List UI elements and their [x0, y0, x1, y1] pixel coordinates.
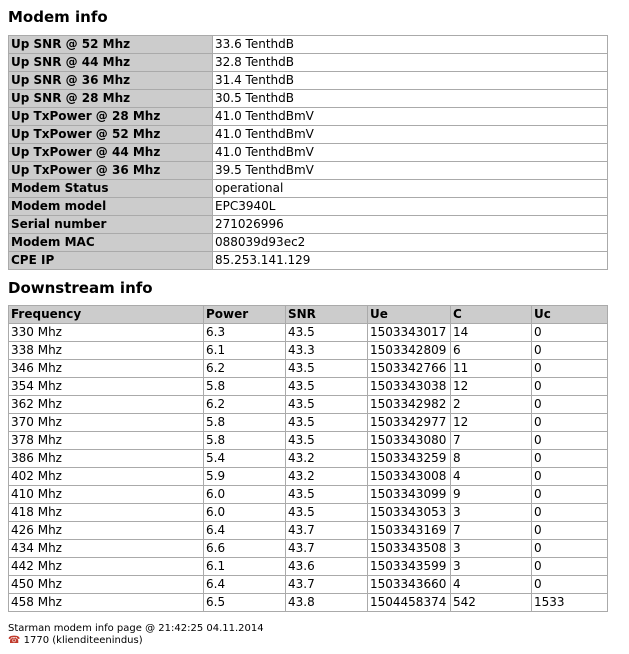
- modem-info-key: CPE IP: [9, 252, 213, 270]
- modem-info-key: Up TxPower @ 28 Mhz: [9, 108, 213, 126]
- modem-info-key: Up SNR @ 52 Mhz: [9, 36, 213, 54]
- modem-info-value: 39.5 TenthdBmV: [213, 162, 608, 180]
- table-cell: 370 Mhz: [9, 414, 204, 432]
- table-cell: 8: [451, 450, 532, 468]
- table-cell: 1503342982: [368, 396, 451, 414]
- modem-info-row: [9, 216, 608, 234]
- table-row: [9, 576, 608, 594]
- modem-info-row: [9, 72, 608, 90]
- table-cell: 43.5: [286, 324, 368, 342]
- table-cell: 9: [451, 486, 532, 504]
- table-row: [9, 360, 608, 378]
- table-cell: 43.7: [286, 576, 368, 594]
- modem-info-value: 85.253.141.129: [213, 252, 608, 270]
- table-cell: 11: [451, 360, 532, 378]
- table-cell: 0: [532, 522, 608, 540]
- table-row: [9, 396, 608, 414]
- downstream-info-table: [8, 305, 608, 612]
- table-row: [9, 324, 608, 342]
- column-header: C: [451, 306, 532, 324]
- table-cell: 5.4: [204, 450, 286, 468]
- table-cell: 43.5: [286, 486, 368, 504]
- table-cell: 5.8: [204, 378, 286, 396]
- table-cell: 434 Mhz: [9, 540, 204, 558]
- table-cell: 442 Mhz: [9, 558, 204, 576]
- table-cell: 0: [532, 468, 608, 486]
- column-header: Power: [204, 306, 286, 324]
- table-cell: 43.3: [286, 342, 368, 360]
- modem-info-heading: Modem info: [8, 8, 108, 26]
- modem-info-key: Up TxPower @ 52 Mhz: [9, 126, 213, 144]
- modem-info-row: [9, 234, 608, 252]
- table-row: [9, 594, 608, 612]
- modem-info-row: [9, 126, 608, 144]
- table-cell: 0: [532, 324, 608, 342]
- modem-info-key: Up SNR @ 28 Mhz: [9, 90, 213, 108]
- table-cell: 458 Mhz: [9, 594, 204, 612]
- modem-info-key: Up TxPower @ 36 Mhz: [9, 162, 213, 180]
- table-row: [9, 558, 608, 576]
- table-row: [9, 522, 608, 540]
- table-cell: 386 Mhz: [9, 450, 204, 468]
- table-cell: 1503343660: [368, 576, 451, 594]
- modem-info-row: [9, 180, 608, 198]
- table-cell: 43.5: [286, 378, 368, 396]
- modem-info-value: 32.8 TenthdB: [213, 54, 608, 72]
- table-cell: 0: [532, 432, 608, 450]
- modem-info-value: 41.0 TenthdBmV: [213, 108, 608, 126]
- modem-info-key: Up SNR @ 44 Mhz: [9, 54, 213, 72]
- table-cell: 43.5: [286, 360, 368, 378]
- table-cell: 1503343169: [368, 522, 451, 540]
- table-cell: 0: [532, 396, 608, 414]
- modem-info-key: Modem Status: [9, 180, 213, 198]
- modem-info-row: [9, 108, 608, 126]
- table-cell: 1503342809: [368, 342, 451, 360]
- modem-info-key: Up TxPower @ 44 Mhz: [9, 144, 213, 162]
- table-cell: 6: [451, 342, 532, 360]
- modem-info-value: operational: [213, 180, 608, 198]
- table-cell: 4: [451, 468, 532, 486]
- table-cell: 6.5: [204, 594, 286, 612]
- table-cell: 418 Mhz: [9, 504, 204, 522]
- table-cell: 43.2: [286, 468, 368, 486]
- table-cell: 43.5: [286, 414, 368, 432]
- modem-info-row: [9, 144, 608, 162]
- column-header: Ue: [368, 306, 451, 324]
- table-cell: 6.4: [204, 576, 286, 594]
- table-cell: 6.1: [204, 342, 286, 360]
- table-row: [9, 414, 608, 432]
- table-cell: 362 Mhz: [9, 396, 204, 414]
- table-cell: 0: [532, 486, 608, 504]
- table-cell: 43.8: [286, 594, 368, 612]
- table-cell: 43.5: [286, 432, 368, 450]
- table-cell: 6.0: [204, 486, 286, 504]
- column-header: Uc: [532, 306, 608, 324]
- table-cell: 43.5: [286, 504, 368, 522]
- table-cell: 0: [532, 540, 608, 558]
- table-cell: 43.7: [286, 522, 368, 540]
- table-cell: 0: [532, 414, 608, 432]
- modem-info-value: 33.6 TenthdB: [213, 36, 608, 54]
- table-cell: 378 Mhz: [9, 432, 204, 450]
- modem-info-key: Up SNR @ 36 Mhz: [9, 72, 213, 90]
- modem-info-key: Modem MAC: [9, 234, 213, 252]
- table-cell: 346 Mhz: [9, 360, 204, 378]
- modem-info-row: [9, 252, 608, 270]
- column-header: SNR: [286, 306, 368, 324]
- table-cell: 1503343599: [368, 558, 451, 576]
- table-cell: 1503343080: [368, 432, 451, 450]
- modem-info-value: 30.5 TenthdB: [213, 90, 608, 108]
- modem-info-key: Serial number: [9, 216, 213, 234]
- modem-info-row: [9, 54, 608, 72]
- modem-info-value: 088039d93ec2: [213, 234, 608, 252]
- table-row: [9, 486, 608, 504]
- table-cell: 1503343017: [368, 324, 451, 342]
- table-row: [9, 504, 608, 522]
- table-cell: 43.2: [286, 450, 368, 468]
- table-row: [9, 432, 608, 450]
- modem-info-row: [9, 90, 608, 108]
- table-cell: 0: [532, 342, 608, 360]
- table-cell: 1503343508: [368, 540, 451, 558]
- table-cell: 1503343053: [368, 504, 451, 522]
- table-cell: 410 Mhz: [9, 486, 204, 504]
- modem-info-key: Modem model: [9, 198, 213, 216]
- table-row: [9, 540, 608, 558]
- table-cell: 6.1: [204, 558, 286, 576]
- table-cell: 0: [532, 576, 608, 594]
- table-cell: 5.9: [204, 468, 286, 486]
- modem-info-value: 41.0 TenthdBmV: [213, 144, 608, 162]
- table-cell: 0: [532, 360, 608, 378]
- table-row: [9, 342, 608, 360]
- modem-info-value: EPC3940L: [213, 198, 608, 216]
- table-cell: 6.2: [204, 360, 286, 378]
- table-cell: 12: [451, 378, 532, 396]
- table-cell: 7: [451, 432, 532, 450]
- table-cell: 1504458374: [368, 594, 451, 612]
- table-row: [9, 468, 608, 486]
- footer-timestamp: Starman modem info page @ 21:42:25 04.11.2014: [8, 623, 264, 634]
- table-cell: 3: [451, 540, 532, 558]
- downstream-info-heading: Downstream info: [8, 279, 153, 297]
- modem-info-value: 271026996: [213, 216, 608, 234]
- modem-info-table: [8, 35, 608, 270]
- table-cell: 6.2: [204, 396, 286, 414]
- table-cell: 0: [532, 378, 608, 396]
- table-cell: 1503343038: [368, 378, 451, 396]
- table-cell: 1503343259: [368, 450, 451, 468]
- table-cell: 338 Mhz: [9, 342, 204, 360]
- table-cell: 12: [451, 414, 532, 432]
- footer-phone-text: 1770 (klienditeenindus): [23, 635, 143, 646]
- table-cell: 1503343099: [368, 486, 451, 504]
- modem-info-row: [9, 198, 608, 216]
- table-cell: 1533: [532, 594, 608, 612]
- table-cell: 3: [451, 558, 532, 576]
- table-cell: 1503342977: [368, 414, 451, 432]
- footer-contact: [8, 635, 143, 647]
- table-cell: 14: [451, 324, 532, 342]
- table-cell: 402 Mhz: [9, 468, 204, 486]
- table-cell: 450 Mhz: [9, 576, 204, 594]
- table-row: [9, 450, 608, 468]
- table-cell: 43.6: [286, 558, 368, 576]
- table-cell: 330 Mhz: [9, 324, 204, 342]
- table-cell: 4: [451, 576, 532, 594]
- table-cell: 1503342766: [368, 360, 451, 378]
- table-row: [9, 378, 608, 396]
- table-cell: 6.6: [204, 540, 286, 558]
- table-cell: 2: [451, 396, 532, 414]
- modem-info-value: 31.4 TenthdB: [213, 72, 608, 90]
- table-cell: 6.3: [204, 324, 286, 342]
- table-cell: 354 Mhz: [9, 378, 204, 396]
- table-cell: 0: [532, 558, 608, 576]
- table-cell: 542: [451, 594, 532, 612]
- table-cell: 5.8: [204, 414, 286, 432]
- table-cell: 43.7: [286, 540, 368, 558]
- column-header: Frequency: [9, 306, 204, 324]
- table-cell: 7: [451, 522, 532, 540]
- table-cell: 6.0: [204, 504, 286, 522]
- phone-icon: ☎: [8, 635, 21, 646]
- table-cell: 5.8: [204, 432, 286, 450]
- table-cell: 0: [532, 504, 608, 522]
- modem-info-row: [9, 162, 608, 180]
- modem-info-row: [9, 36, 608, 54]
- downstream-header-row: [9, 306, 608, 324]
- modem-info-value: 41.0 TenthdBmV: [213, 126, 608, 144]
- table-cell: 426 Mhz: [9, 522, 204, 540]
- table-cell: 1503343008: [368, 468, 451, 486]
- table-cell: 6.4: [204, 522, 286, 540]
- table-cell: 43.5: [286, 396, 368, 414]
- table-cell: 0: [532, 450, 608, 468]
- table-cell: 3: [451, 504, 532, 522]
